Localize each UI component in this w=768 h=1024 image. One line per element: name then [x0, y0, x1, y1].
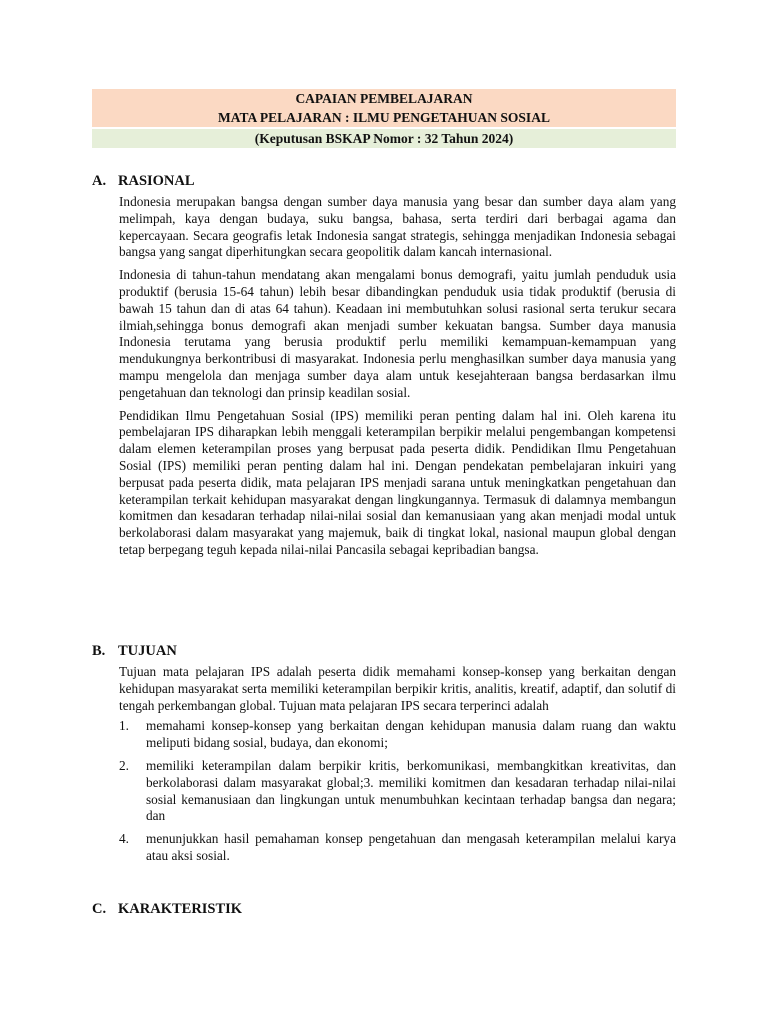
paragraph: Indonesia merupakan bangsa dengan sumber daya manusia yang besar dan sumber daya alam yang melimpah, kaya dengan budaya, suku bangsa, bahasa, serta terdiri dari berbagai agama dan kepercayaan. Secara geografis letak Indonesia sangat strategis, sehingga menjadikan Indonesia sebagai bangsa yang sangat diperhitungkan secara geopolitik dalam kancah internasional.: [119, 194, 676, 260]
section-title: RASIONAL: [118, 173, 195, 189]
section-letter: A.: [92, 173, 107, 189]
section-heading: [92, 642, 676, 660]
list-number: 2.: [119, 757, 129, 773]
list-item: [119, 718, 676, 752]
section-letter: B.: [92, 643, 106, 659]
section-title: TUJUAN: [118, 643, 177, 659]
paragraph: Indonesia di tahun-tahun mendatang akan mengalami bonus demografi, yaitu jumlah penduduk usia produktif (berusia 15-64 tahun) lebih besar dibandingkan penduduk usia tidak produktif (berusia di bawah 15 tahun dan di atas 64 tahun). Keadaan ini membutuhkan solusi rasional serta terukur secara ilmiah,sehingga bonus demografi akan menjadi sumber kekuatan bangsa. Sumber daya manusia Indonesia terutama yang berusia produktif perlu memiliki kemampuan-kemampuan yang mendukungnya berkontribusi di masyarakat. Indonesia perlu menghasilkan sumber daya manusia yang mampu mengelola dan menjaga sumber daya alam untuk kesejahteraan bangsa berdasarkan ilmu pengetahuan dan teknologi dan prinsip keadilan sosial.: [119, 267, 676, 400]
document-header: [92, 89, 676, 148]
list-item: [119, 758, 676, 825]
section-rasional: [92, 172, 676, 565]
section-heading: [92, 172, 676, 190]
list-item: [119, 831, 676, 865]
section-title: KARAKTERISTIK: [118, 901, 243, 917]
section-letter: C.: [92, 901, 107, 917]
list-number: 4.: [119, 831, 129, 847]
header-subject: MATA PELAJARAN : ILMU PENGETAHUAN SOSIAL: [92, 108, 676, 127]
section-karakteristik: [92, 900, 676, 918]
section-heading: [92, 900, 676, 918]
section-tujuan: [92, 642, 676, 871]
paragraph: Tujuan mata pelajaran IPS adalah peserta didik memahami konsep-konsep yang berkaitan dengan kehidupan masyarakat serta memiliki keterampilan berpikir kritis, analitis, kreatif, adaptif, dan solutif di tengah perkembangan global. Tujuan mata pelajaran IPS secara terperinci adalah: [119, 664, 676, 713]
list-text: memahami konsep-konsep yang berkaitan dengan kehidupan manusia dalam ruang dan waktu meliputi bidang sosial, budaya, dan ekonomi;: [146, 718, 676, 751]
header-decree: (Keputusan BSKAP Nomor : 32 Tahun 2024): [92, 129, 676, 148]
objectives-list: [119, 718, 676, 864]
list-text: memiliki keterampilan dalam berpikir kritis, berkomunikasi, membangkitkan kreativitas, dan berkolaborasi dalam masyarakat global;3. memiliki komitmen dan kesadaran terhadap nilai-nilai sosial kemanusiaan dan lingkungan untuk menumbuhkan kecintaan terhadap bangsa dan negara; dan: [146, 757, 676, 824]
paragraph: Pendidikan Ilmu Pengetahuan Sosial (IPS) memiliki peran penting dalam hal ini. Oleh karena itu pembelajaran IPS diharapkan lebih menggali keterampilan berpikir melalui pengembangan kompetensi dalam elemen keterampilan proses yang berpusat pada peserta didik. Pendidikan Ilmu Pengetahuan Sosial (IPS) memiliki peran penting dalam hal ini. Dengan pendekatan pembelajaran inkuiri yang berpusat pada peserta didik, mata pelajaran IPS menjadi sarana untuk meningkatkan pengetahuan dan keterampilan terkait kehidupan masyarakat dengan lingkungannya. Termasuk di dalamnya membangun komitmen dan kesadaran terhadap nilai-nilai sosial dan kemanusiaan yang akan menjadi modal untuk berkolaborasi dalam masyarakat yang majemuk, baik di tingkat lokal, nasional maupun global dengan tetap berpegang teguh kepada nilai-nilai Pancasila sebagai kepribadian bangsa.: [119, 407, 676, 557]
list-text: menunjukkan hasil pemahaman konsep pengetahuan dan mengasah keterampilan melalui karya atau aksi sosial.: [146, 831, 676, 863]
list-number: 1.: [119, 718, 129, 734]
header-title: CAPAIAN PEMBELAJARAN: [92, 89, 676, 108]
